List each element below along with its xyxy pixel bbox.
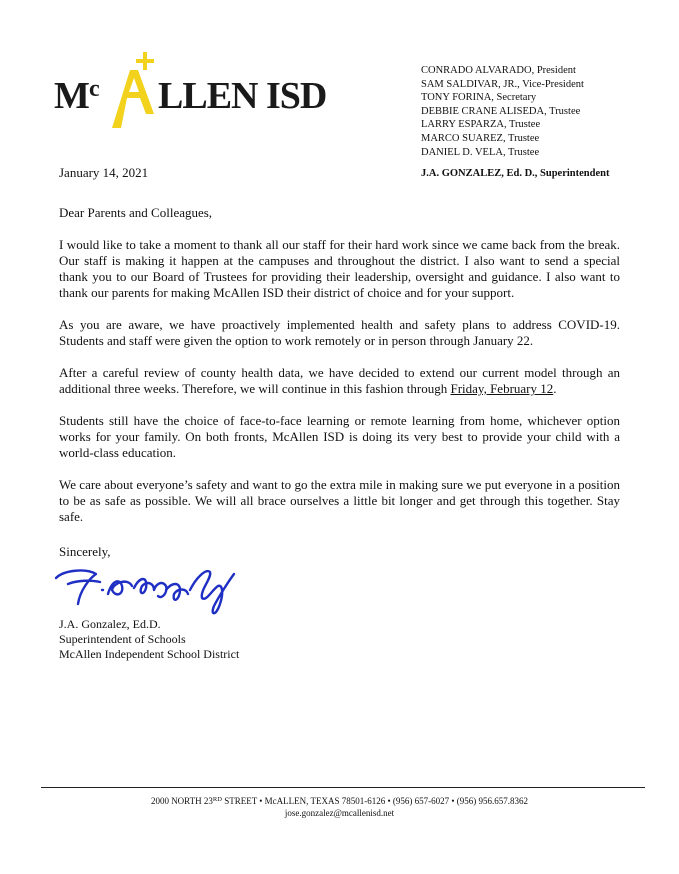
svg-text:LLEN ISD: LLEN ISD <box>158 75 326 117</box>
board-of-trustees <box>421 64 584 159</box>
address-ordinal: RD <box>212 796 222 803</box>
board-member: DANIEL D. VELA, Trustee <box>421 146 540 158</box>
board-member: CONRADO ALVARADO, President <box>421 65 576 76</box>
footer-email[interactable]: jose.gonzalez@mcallenisd.net <box>284 808 395 818</box>
letter-date: January 14, 2021 <box>59 165 149 180</box>
signature <box>50 560 250 620</box>
paragraph-2: As you are aware, we have proactively implemented health and safety plans to address COVID-19. Students and staff were given the option to work remotely or in person through January 22. <box>59 317 620 349</box>
board-member: SAM SALDIVAR, JR., Vice-President <box>421 78 584 90</box>
closing: Sincerely, <box>59 544 111 559</box>
svg-text:c: c <box>89 76 100 102</box>
salutation: Dear Parents and Colleagues, <box>59 205 213 220</box>
board-member: MARCO SUAREZ, Trustee <box>421 132 540 144</box>
footer-divider <box>41 787 645 788</box>
board-member: LARRY ESPARZA, Trustee <box>421 119 541 131</box>
address-rest: STREET • McALLEN, TEXAS 78501-6126 • (956) 657-6027 • (956) 956.657.8362 <box>221 796 529 806</box>
superintendent-line: J.A. GONZALEZ, Ed. D., Superintendent <box>421 168 610 179</box>
footer <box>0 794 679 819</box>
paragraph-3-text: After a careful review of county health data, we have decided to extend our current model through an additional three weeks. Therefore, we will continue in this fashion through <box>59 364 620 397</box>
letter-body <box>59 205 620 541</box>
extended-date: Friday, February 12 <box>450 381 554 397</box>
district-logo <box>54 48 326 136</box>
address-start: 2000 NORTH 23 <box>150 796 213 806</box>
paragraph-4: Students still have the choice of face-to-face learning or remote learning from home, whichever option works for your family. On both fronts, McAllen ISD is doing its very best to provide your child with a world-class education. <box>59 412 620 461</box>
paragraph-3-end: . <box>553 381 557 397</box>
signature-block <box>59 617 239 663</box>
signer-name: J.A. Gonzalez, Ed.D. <box>59 617 161 631</box>
board-member: TONY FORINA, Secretary <box>421 92 537 104</box>
signer-organization: McAllen Independent School District <box>59 647 240 662</box>
paragraph-5: We care about everyone’s safety and want to go the extra mile in making sure we put everyone in a position to be as safe as possible. We will all brace ourselves a little bit longer and get through this together. Stay safe. <box>59 476 620 525</box>
footer-address <box>0 794 679 807</box>
signature-drawing <box>50 560 250 620</box>
paragraph-3 <box>59 365 620 397</box>
svg-text:M: M <box>54 75 90 117</box>
logo-graphic <box>54 48 326 136</box>
board-member: DEBBIE CRANE ALISEDA, Trustee <box>421 105 581 117</box>
paragraph-1: I would like to take a moment to thank all our staff for their hard work since we came back from the break. Our staff is making it happen at the campuses and throughout the district. I also want to send a special thank you to our Board of Trustees for providing their leadership, oversight and guidance. I also want to thank our parents for making McAllen ISD their district of choice and for your support. <box>59 236 620 301</box>
signer-title: Superintendent of Schools <box>59 632 186 647</box>
